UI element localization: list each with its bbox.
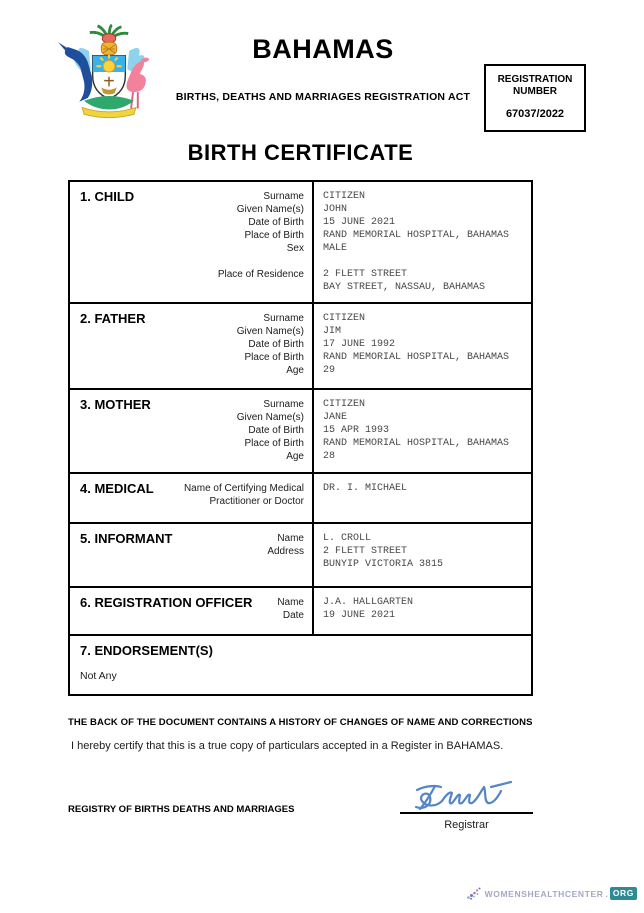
field-value: BAY STREET, NASSAU, BAHAMAS <box>323 282 486 293</box>
field-value: 2 FLETT STREET <box>323 546 408 557</box>
field-label-spacer <box>80 558 304 571</box>
section-child-title: 1. CHILD <box>80 189 135 204</box>
field-label: Age <box>286 451 304 462</box>
registration-number-value: 67037/2022 <box>505 108 565 120</box>
field-label: Date of Birth <box>248 425 304 436</box>
field-value: DR. I. MICHAEL <box>323 483 408 494</box>
section-father <box>70 304 531 390</box>
field-value: MALE <box>323 243 348 254</box>
field-value: 15 APR 1993 <box>323 425 390 436</box>
field-label: Place of Birth <box>244 438 304 449</box>
endorsement-note: Not Any <box>80 670 117 682</box>
registration-number-box <box>484 64 586 132</box>
field-value: CITIZEN <box>323 313 366 324</box>
bahamas-coat-of-arms-icon <box>56 24 162 120</box>
field-value: J.A. HALLGARTEN <box>323 597 414 608</box>
field-label: Age <box>286 365 304 376</box>
section-child-labels <box>80 190 304 294</box>
section-endorsements-title: 7. ENDORSEMENT(S) <box>80 643 213 658</box>
section-registration-officer-title: 6. REGISTRATION OFFICER <box>80 595 253 610</box>
field-label: Date of Birth <box>248 217 304 228</box>
field-label: Given Name(s) <box>236 326 304 337</box>
field-label: Given Name(s) <box>236 412 304 423</box>
site-name-separator: . <box>605 888 608 899</box>
registration-number-label: REGISTRATION NUMBER <box>497 74 573 97</box>
field-value: 28 <box>323 451 336 462</box>
field-value: 17 JUNE 1992 <box>323 339 396 350</box>
field-label: Sex <box>286 243 304 254</box>
field-value: 15 JUNE 2021 <box>323 217 396 228</box>
section-child <box>70 182 531 304</box>
field-value: BUNYIP VICTORIA 3815 <box>323 559 444 570</box>
field-value: RAND MEMORIAL HOSPITAL, BAHAMAS <box>323 230 510 241</box>
section-medical-title: 4. MEDICAL <box>80 481 154 496</box>
section-registration-officer <box>70 588 531 636</box>
header-titles <box>162 24 484 103</box>
field-value: JANE <box>323 412 348 423</box>
field-label: Place of Residence <box>217 269 304 280</box>
section-informant-values <box>312 524 531 586</box>
field-label-spacer <box>80 281 304 294</box>
certificate-table <box>68 180 533 696</box>
field-value: L. CROLL <box>323 533 372 544</box>
field-label: Surname <box>263 399 304 410</box>
registry-title: REGISTRY OF BIRTHS DEATHS AND MARRIAGES <box>68 804 295 815</box>
section-medical <box>70 474 531 524</box>
registry-signature-row <box>68 778 533 831</box>
field-label: Address <box>267 546 304 557</box>
header <box>0 0 644 132</box>
section-endorsements <box>70 636 531 694</box>
field-label: Date of Birth <box>248 339 304 350</box>
field-label-spacer <box>80 255 304 268</box>
field-label: Surname <box>263 191 304 202</box>
certification-statement: I hereby certify that this is a true copy of particulars accepted in a Register in BAHAMAS. <box>71 740 504 752</box>
site-watermark <box>466 886 637 901</box>
field-label: Place of Birth <box>244 352 304 363</box>
signature-block <box>400 778 533 831</box>
back-of-document-note: THE BACK OF THE DOCUMENT CONTAINS A HISTORY OF CHANGES OF NAME AND CORRECTIONS <box>68 717 533 728</box>
act-title: BIRTHS, DEATHS AND MARRIAGES REGISTRATION ACT <box>175 91 471 103</box>
field-label: Name of Certifying Medical <box>183 483 304 494</box>
section-medical-values <box>312 474 531 522</box>
field-value-spacer <box>323 495 527 508</box>
field-value: RAND MEMORIAL HOSPITAL, BAHAMAS <box>323 352 510 363</box>
section-informant-title: 5. INFORMANT <box>80 531 173 546</box>
field-label: Given Name(s) <box>236 204 304 215</box>
section-mother <box>70 390 531 474</box>
field-label: Name <box>277 533 304 544</box>
field-label: Practitioner or Doctor <box>209 496 304 507</box>
section-mother-values <box>312 390 531 472</box>
field-value: RAND MEMORIAL HOSPITAL, BAHAMAS <box>323 438 510 449</box>
field-label: Place of Birth <box>244 230 304 241</box>
field-value: 2 FLETT STREET <box>323 269 408 280</box>
section-registration-officer-values <box>312 588 531 634</box>
signature-line <box>400 812 533 814</box>
field-label: Date <box>282 610 304 621</box>
field-value: 29 <box>323 365 336 376</box>
certificate-title: BIRTH CERTIFICATE <box>187 140 414 165</box>
country-title: BAHAMAS <box>252 34 394 64</box>
section-father-values <box>312 304 531 388</box>
field-value: 19 JUNE 2021 <box>323 610 396 621</box>
registrar-signature-icon <box>407 778 527 816</box>
field-value: CITIZEN <box>323 399 366 410</box>
site-tld-badge: ORG <box>610 887 637 900</box>
registrar-label: Registrar <box>444 819 489 831</box>
scatter-dots-icon <box>466 886 483 901</box>
field-value: CITIZEN <box>323 191 366 202</box>
field-value: JOHN <box>323 204 348 215</box>
field-label: Surname <box>263 313 304 324</box>
section-informant <box>70 524 531 588</box>
footer <box>68 717 533 831</box>
site-name: WOMENSHEALTHCENTER <box>484 888 604 899</box>
section-child-values <box>312 182 531 302</box>
field-value: JIM <box>323 326 342 337</box>
section-father-title: 2. FATHER <box>80 311 146 326</box>
section-mother-title: 3. MOTHER <box>80 397 151 412</box>
field-label: Name <box>277 597 304 608</box>
field-value-spacer <box>323 255 527 268</box>
